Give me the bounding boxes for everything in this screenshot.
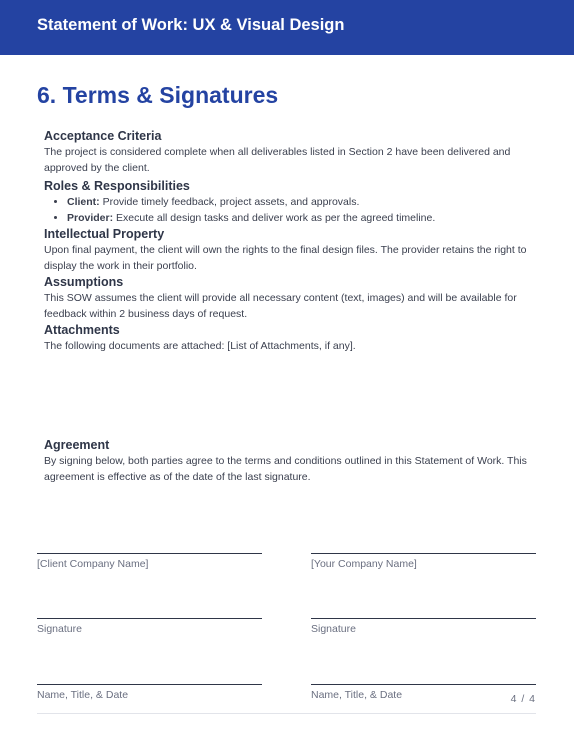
- provider-signature-label: Signature: [311, 623, 356, 635]
- agreement-heading: Agreement: [44, 438, 110, 452]
- terms-content: [44, 128, 536, 354]
- client-name-label: Name, Title, & Date: [37, 689, 129, 701]
- acceptance-text: The project is considered complete when all deliverables listed in Section 2 have been delivered and approved by the client.: [44, 146, 511, 174]
- provider-name-line: [311, 684, 536, 685]
- agreement-text: By signing below, both parties agree to the terms and conditions outlined in this Statement of Work. This agreement is effective as of the date of the last signature.: [44, 455, 527, 483]
- role-text-client: Provide timely feedback, project assets, and approvals.: [99, 196, 360, 208]
- attachments-text: The following documents are attached: [List of Attachments, if any].: [44, 340, 356, 352]
- client-signature-line: [37, 618, 262, 619]
- provider-company-line: [311, 553, 536, 554]
- assumptions-text: This SOW assumes the client will provide all necessary content (text, images) and will be available for feedback within 2 business days of request.: [44, 292, 517, 320]
- client-company-line: [37, 553, 262, 554]
- provider-signature-line: [311, 618, 536, 619]
- role-label-provider: Provider:: [67, 212, 114, 224]
- provider-company-label: [Your Company Name]: [311, 558, 417, 570]
- list-item: [67, 210, 536, 226]
- agreement-block: [44, 437, 536, 485]
- ip-text: Upon final payment, the client will own the rights to the final design files. The provider retains the right to display the work in their portfolio.: [44, 244, 527, 272]
- roles-heading: Roles & Responsibilities: [44, 179, 190, 193]
- ip-heading: Intellectual Property: [44, 227, 165, 241]
- section-title: 6. Terms & Signatures: [37, 82, 279, 108]
- roles-list: [44, 194, 536, 226]
- client-name-line: [37, 684, 262, 685]
- provider-name-label: Name, Title, & Date: [311, 689, 403, 701]
- document-header: [0, 0, 574, 55]
- role-text-provider: Execute all design tasks and deliver work as per the agreed timeline.: [113, 212, 436, 224]
- assumptions-heading: Assumptions: [44, 275, 124, 289]
- client-company-label: [Client Company Name]: [37, 558, 149, 570]
- page-number: 4 / 4: [510, 693, 536, 705]
- acceptance-heading: Acceptance Criteria: [44, 129, 162, 143]
- list-item: [67, 194, 536, 210]
- footer-divider: [37, 713, 536, 714]
- document-title: Statement of Work: UX & Visual Design: [37, 16, 345, 34]
- role-label-client: Client:: [67, 196, 100, 208]
- client-signature-label: Signature: [37, 623, 82, 635]
- attachments-heading: Attachments: [44, 323, 120, 337]
